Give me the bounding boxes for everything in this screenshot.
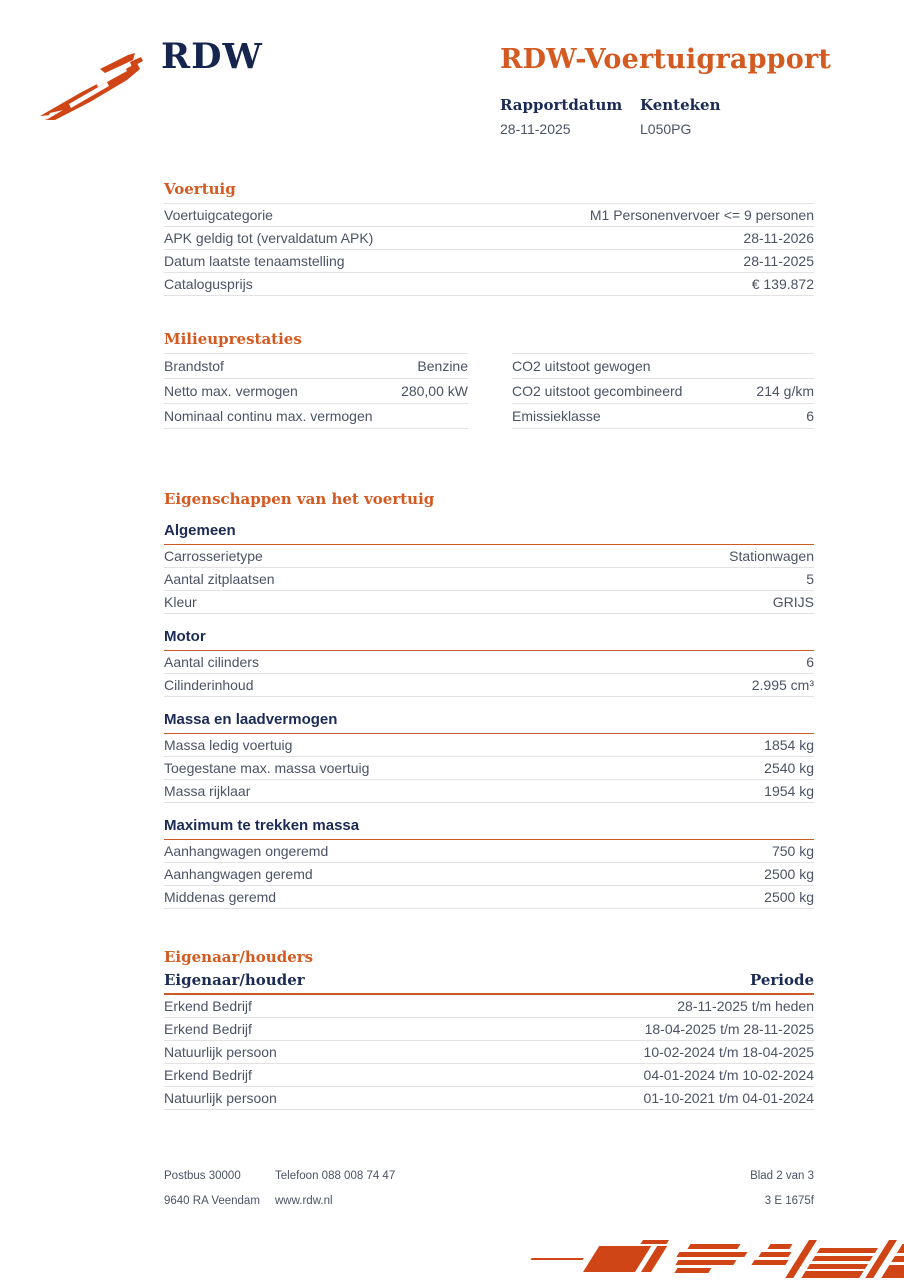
section-title: Eigenschappen van het voertuig — [164, 490, 435, 508]
owner-type: Natuurlijk persoon — [164, 1089, 277, 1106]
table-row — [164, 779, 814, 803]
row-value: 214 g/km — [756, 382, 814, 399]
table-row — [164, 756, 814, 779]
table-row — [164, 567, 814, 590]
subsection-title: Maximum te trekken massa — [164, 817, 814, 840]
table-row — [164, 673, 814, 697]
row-right-cell — [512, 403, 814, 429]
owner-period: 01-10-2021 t/m 04-01-2024 — [643, 1089, 814, 1106]
table-row — [164, 995, 814, 1018]
subsection-title: Motor — [164, 628, 814, 651]
table-row — [164, 226, 814, 249]
stripe-bar — [897, 1244, 904, 1253]
table-row — [164, 734, 814, 756]
row-left-cell — [164, 353, 468, 378]
row-label: Aantal zitplaatsen — [164, 570, 275, 587]
column-header-owner: Eigenaar/houder — [164, 971, 305, 989]
row-label: Kleur — [164, 593, 197, 610]
table-row — [164, 1041, 814, 1064]
row-value: Benzine — [417, 357, 468, 374]
row-value: 2.995 cm³ — [751, 676, 814, 693]
row-label: Carrosserietype — [164, 547, 263, 564]
table-row — [164, 203, 814, 226]
footer-page-number: Blad 2 van 3 — [750, 1170, 814, 1182]
section-eigenschappen — [164, 490, 814, 909]
owner-type: Erkend Bedrijf — [164, 997, 252, 1014]
section-title: Eigenaar/houders — [164, 948, 314, 966]
trekken-massa-table — [164, 840, 814, 909]
row-right-cell — [512, 378, 814, 403]
subsection-algemeen — [164, 522, 814, 614]
stripe-bar — [881, 1265, 904, 1278]
speed-stripes-graphic — [498, 1240, 904, 1280]
subsection-massa — [164, 711, 814, 803]
report-meta — [500, 96, 780, 137]
row-value: M1 Personenvervoer <= 9 personen — [589, 206, 814, 223]
row-label: Toegestane max. massa voertuig — [164, 759, 370, 776]
row-label: Massa rijklaar — [164, 782, 251, 799]
row-value: 28-11-2025 — [743, 252, 814, 269]
owner-type: Erkend Bedrijf — [164, 1020, 252, 1037]
report-title: RDW-Voertuigrapport — [500, 44, 832, 75]
milieu-table — [164, 353, 814, 429]
row-label: CO2 uitstoot gewogen — [512, 357, 651, 374]
table-row — [164, 1064, 814, 1087]
stripe-bar — [891, 1256, 904, 1262]
stripe-bar — [675, 1260, 736, 1265]
row-label: Netto max. vermogen — [164, 382, 298, 399]
row-value: € 139.872 — [751, 275, 814, 292]
rdw-wing-icon — [38, 52, 146, 124]
row-label: Emissieklasse — [512, 407, 601, 424]
row-label: Aanhangwagen geremd — [164, 865, 313, 882]
table-row — [164, 249, 814, 272]
stripe-bar — [758, 1252, 791, 1257]
owners-table — [164, 995, 814, 1110]
subsection-motor — [164, 628, 814, 697]
row-value: GRIJS — [772, 593, 814, 610]
stripe-bar — [751, 1260, 788, 1265]
stripe-bar — [674, 1268, 711, 1273]
row-label: APK geldig tot (vervaldatum APK) — [164, 229, 374, 246]
stripe-bar — [530, 1258, 583, 1260]
section-milieuprestaties — [164, 330, 814, 429]
stripe-bar — [687, 1244, 740, 1249]
table-row — [164, 862, 814, 885]
row-value: 6 — [806, 653, 814, 670]
owner-period: 28-11-2025 t/m heden — [677, 997, 814, 1014]
row-right-cell — [512, 353, 814, 378]
owners-table-header — [164, 971, 814, 995]
stripe-bar — [807, 1264, 868, 1269]
rdw-wordmark: RDW — [161, 36, 263, 77]
stripe-bar — [583, 1246, 651, 1272]
row-label: Nominaal continu max. vermogen — [164, 407, 373, 424]
row-left-cell — [164, 378, 468, 403]
owner-period: 10-02-2024 t/m 18-04-2025 — [643, 1043, 814, 1060]
subsection-title: Massa en laadvermogen — [164, 711, 814, 734]
stripe-bar — [767, 1244, 792, 1249]
row-value: 1954 kg — [764, 782, 814, 799]
footer-postbus: Postbus 30000 — [164, 1170, 241, 1182]
section-title: Voertuig — [164, 180, 236, 198]
section-voertuig — [164, 180, 814, 296]
table-row — [164, 1087, 814, 1110]
section-eigenaren — [164, 948, 814, 1110]
footer-doc-code: 3 E 1675f — [764, 1195, 814, 1207]
footer-city: 9640 RA Veendam — [164, 1195, 260, 1207]
row-value: 2500 kg — [764, 865, 814, 882]
voertuig-table — [164, 203, 814, 296]
table-row — [164, 545, 814, 567]
row-value: 2540 kg — [764, 759, 814, 776]
table-row — [164, 651, 814, 673]
massa-table — [164, 734, 814, 803]
footer-website: www.rdw.nl — [275, 1195, 333, 1207]
row-value: 750 kg — [771, 842, 814, 859]
subsection-trekken-massa — [164, 817, 814, 909]
row-label: Catalogusprijs — [164, 275, 253, 292]
table-row — [164, 885, 814, 909]
subsection-title: Algemeen — [164, 522, 814, 545]
owner-type: Erkend Bedrijf — [164, 1066, 252, 1083]
row-value: 2500 kg — [764, 888, 814, 905]
meta-label: Rapportdatum — [500, 96, 623, 114]
row-value: 5 — [806, 570, 814, 587]
meta-value: L050PG — [640, 121, 692, 137]
stripe-bar — [812, 1256, 873, 1261]
algemeen-table — [164, 545, 814, 614]
motor-table — [164, 651, 814, 697]
table-row — [164, 840, 814, 862]
row-label: Cilinderinhoud — [164, 676, 254, 693]
row-value: 28-11-2026 — [743, 229, 814, 246]
owner-period: 04-01-2024 t/m 10-02-2024 — [643, 1066, 814, 1083]
row-label: Aanhangwagen ongeremd — [164, 842, 329, 859]
row-value: 1854 kg — [764, 736, 814, 753]
row-label: Middenas geremd — [164, 888, 277, 905]
row-label: Voertuigcategorie — [164, 206, 273, 223]
row-label: Massa ledig voertuig — [164, 736, 293, 753]
row-value: Stationwagen — [729, 547, 814, 564]
stripe-bar — [640, 1240, 668, 1244]
stripe-bar — [801, 1271, 863, 1278]
table-row — [164, 1018, 814, 1041]
row-value: 280,00 kW — [401, 382, 468, 399]
table-row — [164, 378, 814, 403]
table-row — [164, 272, 814, 296]
stripe-bar — [676, 1252, 747, 1257]
section-title: Milieuprestaties — [164, 330, 302, 348]
footer-phone: Telefoon 088 008 74 47 — [275, 1170, 396, 1182]
table-row — [164, 590, 814, 614]
column-header-periode: Periode — [749, 971, 814, 989]
owner-period: 18-04-2025 t/m 28-11-2025 — [644, 1020, 814, 1037]
row-left-cell — [164, 403, 468, 429]
meta-rapportdatum — [500, 96, 640, 137]
owner-type: Natuurlijk persoon — [164, 1043, 277, 1060]
row-label: Datum laatste tenaamstelling — [164, 252, 345, 269]
row-label: CO2 uitstoot gecombineerd — [512, 382, 683, 399]
row-label: Aantal cilinders — [164, 653, 259, 670]
row-label: Brandstof — [164, 357, 224, 374]
meta-label: Kenteken — [640, 96, 721, 114]
table-row — [164, 353, 814, 378]
row-value: 6 — [806, 407, 814, 424]
meta-kenteken — [640, 96, 780, 137]
meta-value: 28-11-2025 — [500, 121, 571, 137]
stripe-bar — [817, 1248, 878, 1253]
table-row — [164, 403, 814, 429]
